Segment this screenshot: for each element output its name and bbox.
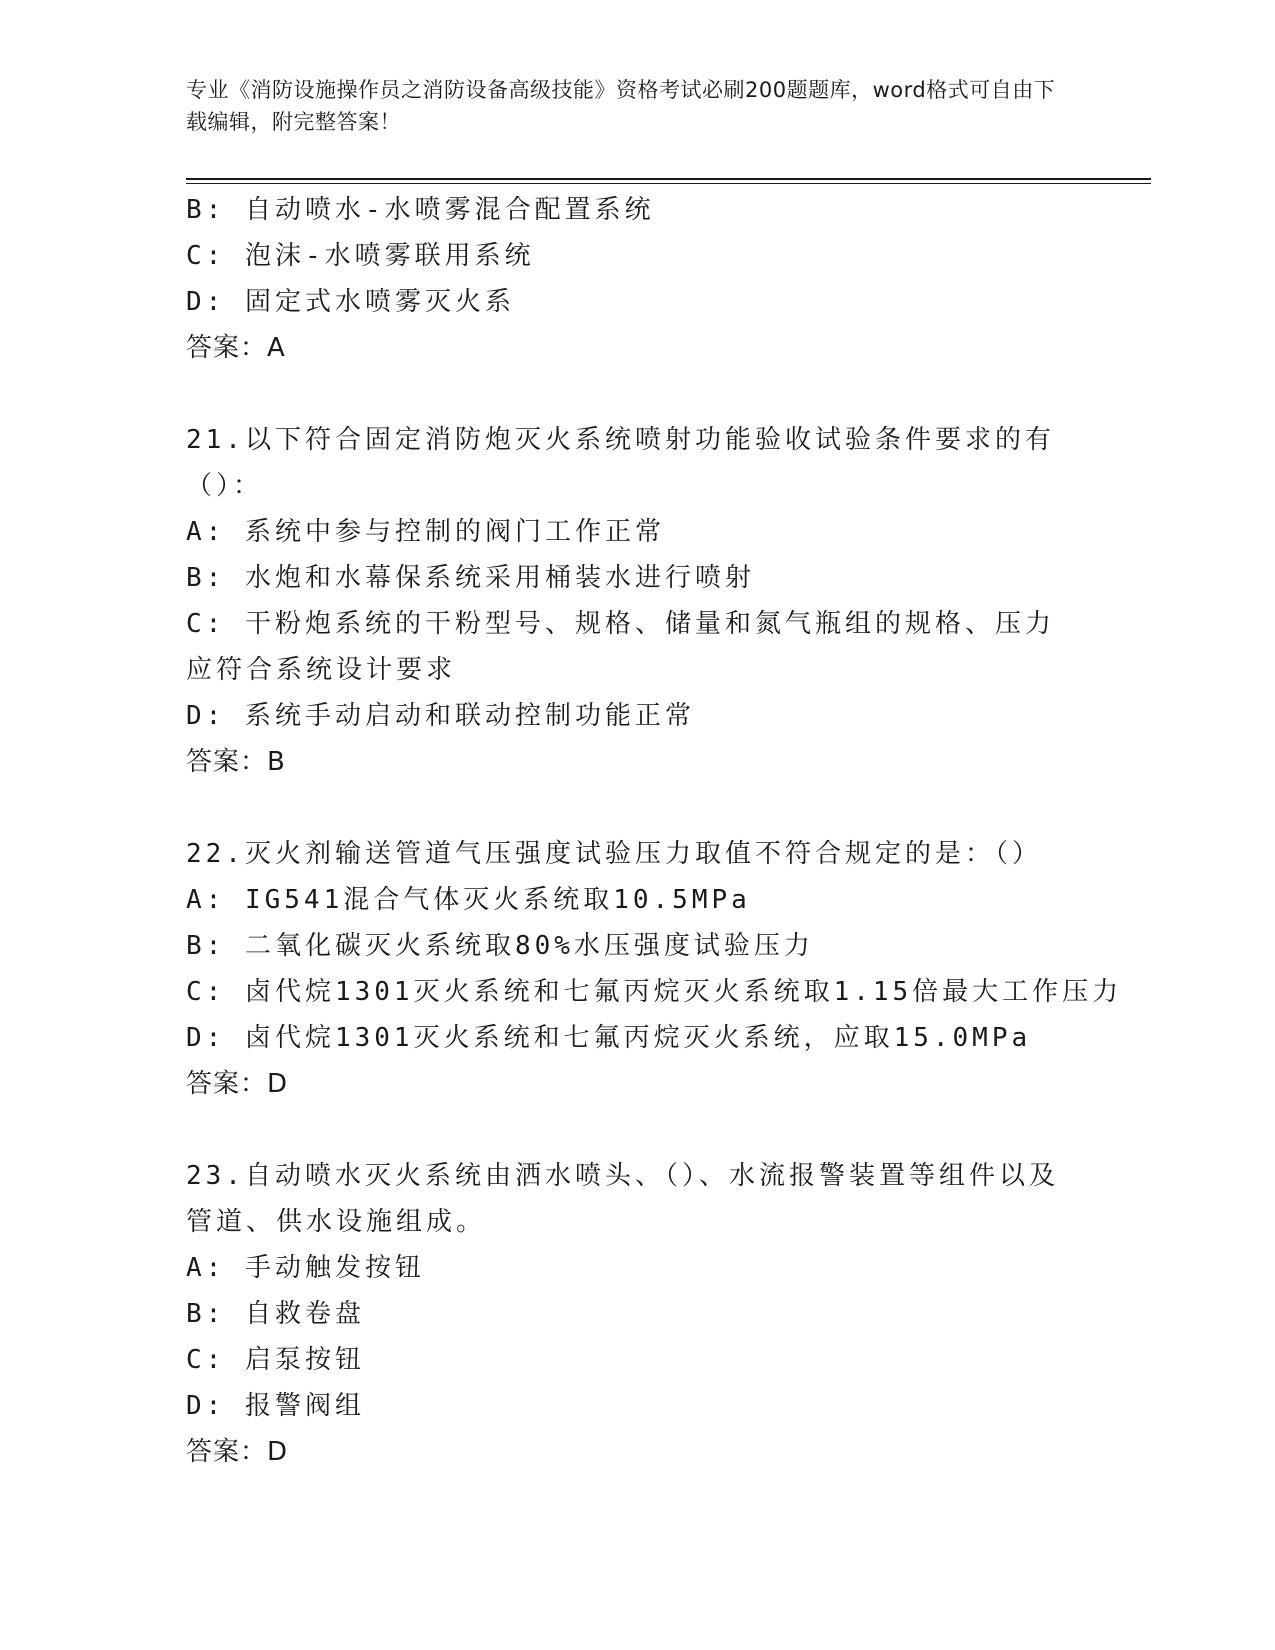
question-list xyxy=(186,187,1123,1475)
option-d: D: 报警阀组 xyxy=(186,1391,365,1421)
header-rule-thick xyxy=(186,178,1151,180)
document-header: 专业《消防设施操作员之消防设备高级技能》资格考试必刷200题题库，word格式可自由下载编辑，附完整答案！ xyxy=(186,78,1056,134)
option-a: A: 手动触发按钮 xyxy=(186,1253,425,1283)
option-c: C: 卤代烷1301灭火系统和七氟丙烷灭火系统取1.15倍最大工作压力 xyxy=(186,977,1123,1007)
question-block-22 xyxy=(186,831,1123,1107)
option-d: D: 卤代烷1301灭火系统和七氟丙烷灭火系统，应取15.0MPa xyxy=(186,1023,1032,1053)
spacer xyxy=(186,785,1066,831)
option-c: C: 干粉炮系统的干粉型号、规格、储量和氮气瓶组的规格、压力应符合系统设计要求 xyxy=(186,609,1055,685)
option-c: C: 泡沫-水喷雾联用系统 xyxy=(186,241,535,271)
option-b: B: 水炮和水幕保系统采用桶装水进行喷射 xyxy=(186,563,755,593)
option-a: A: 系统中参与控制的阀门工作正常 xyxy=(186,517,665,547)
option-a: A: IG541混合气体灭火系统取10.5MPa xyxy=(186,885,751,915)
question-stem: 23.自动喷水灭火系统由洒水喷头、（）、水流报警装置等组件以及管道、供水设施组成。 xyxy=(186,1161,1059,1237)
question-stem: 22.灭火剂输送管道气压强度试验压力取值不符合规定的是：（） xyxy=(186,839,1042,869)
answer-line: 答案：D xyxy=(186,1437,289,1467)
option-c: C: 启泵按钮 xyxy=(186,1345,365,1375)
answer-line: 答案：B xyxy=(186,747,286,777)
answer-line: 答案：D xyxy=(186,1069,289,1099)
option-b: B: 二氧化碳灭火系统取80%水压强度试验压力 xyxy=(186,931,814,961)
answer-line: 答案：A xyxy=(186,333,286,363)
spacer xyxy=(186,371,1066,417)
question-block-23 xyxy=(186,1153,1066,1475)
question-block-prev xyxy=(186,187,1066,371)
option-d: D: 系统手动启动和联动控制功能正常 xyxy=(186,701,695,731)
option-d: D: 固定式水喷雾灭火系 xyxy=(186,287,515,317)
question-block-21 xyxy=(186,417,1066,785)
option-b: B: 自动喷水-水喷雾混合配置系统 xyxy=(186,195,655,225)
header-rule-thin xyxy=(186,183,1151,184)
question-stem: 21.以下符合固定消防炮灭火系统喷射功能验收试验条件要求的有（）： xyxy=(186,425,1055,501)
option-b: B: 自救卷盘 xyxy=(186,1299,365,1329)
spacer xyxy=(186,1107,1066,1153)
